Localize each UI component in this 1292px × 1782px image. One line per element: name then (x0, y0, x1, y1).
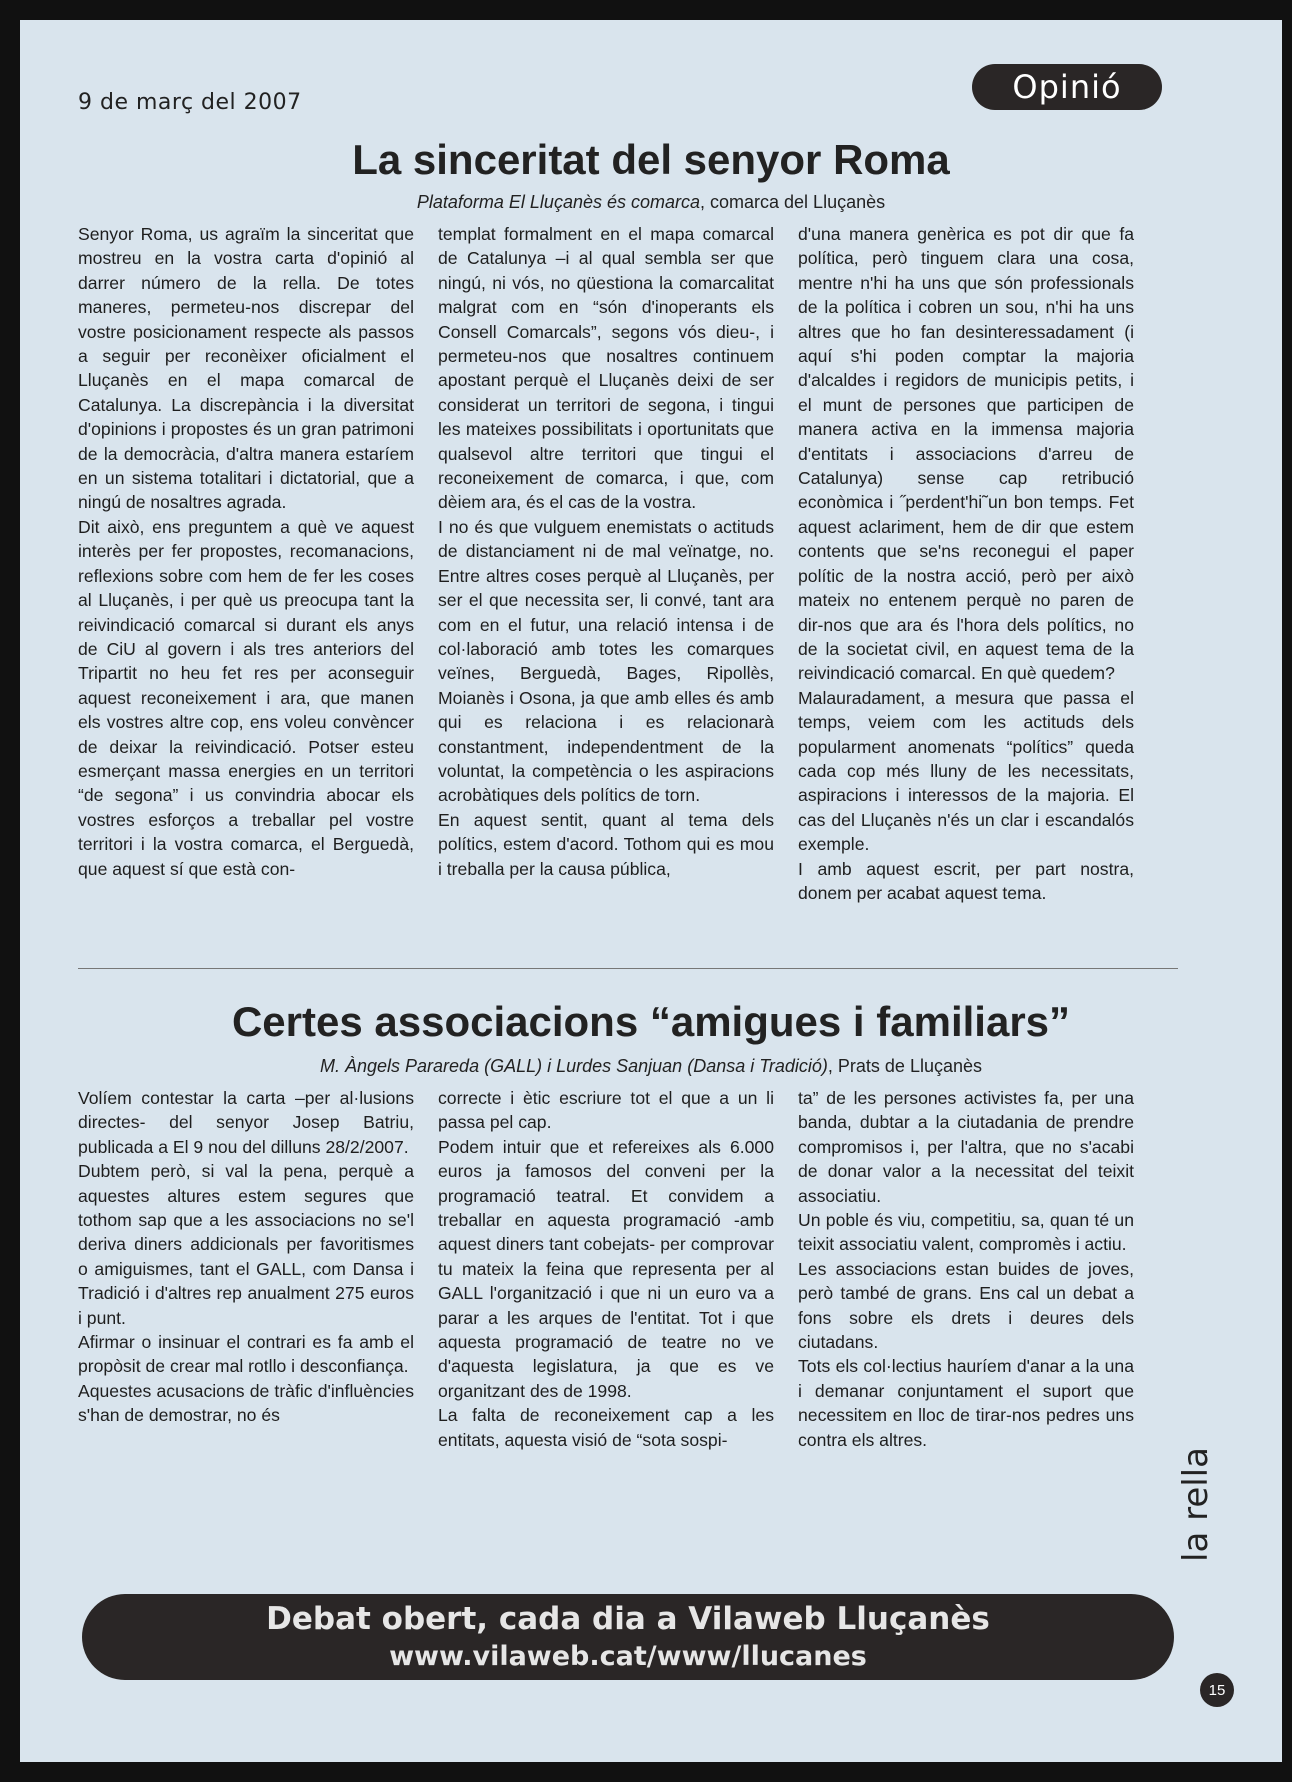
paragraph: I amb aquest escrit, per part nostra, donem per acabat aquest tema. (798, 858, 1134, 903)
paragraph: Tots els col·lectius hauríem d'anar a la una i demanar conjuntament el suport que necessitem en lloc de tirar-nos pedres uns contra els altres. (798, 1356, 1134, 1450)
paragraph: Les associacions estan buides de joves, però també de grans. Ens cal un debat a fons sobre els drets i deures dels ciutadans. (798, 1258, 1134, 1353)
paragraph: templat formalment en el mapa comarcal de Catalunya –i al qual sembla ser que ningú, ni vós, no qüestiona la comarcalitat malgrat com en “són d'inoperants els Consell Comarcals”, segons vós dieu-, i permeteu-nos que nosaltres continuem apostant perquè el Lluçanès deixi de ser considerat un territori de segona, i tingui les mateixes possibilitats i oportunitats que qualsevol altre territori que tingui el reconeixement de comarca, i que, com dèiem ara, és el cas de la vostra. (438, 224, 774, 513)
page-number: 15 (1200, 1673, 1234, 1707)
article1-author-location: , comarca del Lluçanès (700, 192, 886, 212)
newspaper-page (20, 20, 1282, 1762)
article1-author: Plataforma El Lluçanès és comarca (416, 192, 701, 212)
paragraph: Senyor Roma, us agraïm la sinceritat que mostreu en la vostra carta d'opinió al darrer número de la rella. De totes maneres, permeteu-nos discrepar del vostre posicionament respecte als passos a seguir per reconèixer oficialment el Lluçanès en el mapa comarcal de Catalunya. La discrepància i la diversitat d'opinions i propostes és un gran patrimoni de la democràcia, d'altra manera estaríem en un sistema totalitari i dictatorial, que a ningú de nosaltres agrada. (78, 224, 414, 513)
paragraph: I no és que vulguem enemistats o actituds de distanciament ni de mal veïnatge, no. Entre altres coses perquè al Lluçanès, per ser el que necessita ser, li convé, tant ara com en el futur, una relació intensa i de col·laboració amb totes les comarques veïnes, Berguedà, Bages, Ripollès, Moianès i Osona, ja que amb elles és amb qui es relaciona i es relacionarà constantment, independentment de la voluntat, la competència o les aspiracions acrobàtiques dels polítics de torn. (438, 516, 774, 806)
article1-column-3 (798, 222, 1134, 905)
article2-column-2 (438, 1086, 774, 1452)
paragraph: Un poble és viu, competitiu, sa, quan té un teixit associatiu valent, compromès i actiu. (798, 1210, 1134, 1255)
article2-author: M. Àngels Parareda (GALL) i Lurdes Sanjuan (Dansa i Tradició) (320, 1056, 828, 1076)
article2-column-3 (798, 1086, 1134, 1452)
paragraph: Volíem contestar la carta –per al·lusions directes- del senyor Josep Batriu, publicada a El 9 nou del dilluns 28/2/2007. (78, 1088, 414, 1157)
banner-headline: Debat obert, cada dia a Vilaweb Lluçanès (266, 1601, 990, 1637)
paragraph: La falta de reconeixement cap a les entitats, aquesta visió de “sota sospi- (438, 1405, 774, 1450)
article2-column-1 (78, 1086, 414, 1452)
paragraph: Podem intuir que et refereixes als 6.000 euros ja famosos del conveni per la programació teatral. Et convidem a treballar en aquesta programació -amb aquest diners tant cobejats- per comprovar tu mateix la feina que representa per al GALL l'organització i que ni un euro va a parar a les arques de l'entitat. Tot i que aquesta programació de teatre no ve d'aquesta legislatura, ja que es ve organitzant des de 1998. (438, 1136, 774, 1401)
paragraph: ta” de les persones activistes fa, per una banda, dubtar a la ciutadania de prendre compromisos i, per l'altra, que no s'acabi de donar valor a la necessitat del teixit associatiu. (798, 1088, 1134, 1206)
paragraph: En aquest sentit, quant al tema dels polítics, estem d'acord. Tothom qui es mou i treballa per la causa pública, (438, 809, 774, 879)
paragraph: Aquestes acusacions de tràfic d'influències s'han de demostrar, no és (78, 1380, 414, 1426)
paragraph: Afirmar o insinuar el contrari es fa amb el propòsit de crear mal rotllo i desconfiança. (78, 1332, 414, 1377)
article1-title: La sinceritat del senyor Roma (352, 136, 950, 183)
article2-author-location: , Prats de Lluçanès (827, 1056, 982, 1076)
article1-byline (20, 192, 1282, 213)
banner-url[interactable]: www.vilaweb.cat/www/llucanes (389, 1641, 867, 1672)
publication-name: la rella (1176, 1447, 1216, 1562)
paragraph: Dit això, ens preguntem a què ve aquest interès per fer propostes, recomanacions, reflexions sobre com hem de fer les coses al Lluçanès, i per què us preocupa tant la reivindicació comarcal si durant els anys de CiU al govern i als tres anteriors del Tripartit no heu fet res per aconseguir aquest reconeixement i ara, que manen els vostres altre cop, ens voleu convèncer de deixar la reivindicació. Potser esteu esmerçant massa energies en un territori “de segona” i us convindria abocar els vostres esforços a treballar pel vostre territori i la vostra comarca, el Berguedà, que aquest sí que està con- (78, 516, 414, 879)
article1-column-1 (78, 222, 414, 905)
article1-column-2 (438, 222, 774, 905)
vilaweb-banner (82, 1594, 1174, 1680)
paragraph: d'una manera genèrica es pot dir que fa política, però tinguem clara una cosa, mentre n'hi ha uns que són professionals de la política i cobren un sou, n'hi ha uns altres que ho fan desinteressadament (i aquí s'hi poden comptar la majoria d'alcaldes i regidors de municipis petits, i el munt de persones que participen de manera activa en la immensa majoria d'entitats i associacions d'arreu de Catalunya) sense cap retribució econòmica i ˝perdent'hi˜un bon temps. Fet aquest aclariment, hem de dir que estem contents que se'ns reconegui el paper polític de la nostra acció, però per això mateix no entenem perquè no paren de dir-nos que ara és l'hora dels polítics, no de la societat civil, en aquest tema de la reivindicació comarcal. En què quedem? (798, 224, 1134, 684)
paragraph: Malauradament, a mesura que passa el temps, veiem com les actituds dels popularment anomenats “polítics” queda cada cop més lluny de les necessitats, aspiracions i interessos de la majoria. El cas del Lluçanès n'és un clar i escandalós exemple. (798, 687, 1134, 855)
issue-date: 9 de març del 2007 (78, 90, 302, 115)
paragraph: Dubtem però, si val la pena, perquè a aquestes altures estem segures que tothom sap que a les associacions no se'l deriva diners addicionals per favoritismes o amiguismes, tant el GALL, com Dansa i Tradició i d'altres rep anualment 275 euros i punt. (78, 1161, 414, 1328)
section-badge: Opinió (972, 64, 1162, 110)
article2-body (78, 1086, 1178, 1452)
article1-body (78, 222, 1178, 905)
article2-byline (20, 1056, 1282, 1077)
article2-title: Certes associacions “amigues i familiars” (231, 998, 1071, 1045)
paragraph: correcte i ètic escriure tot el que a un li passa pel cap. (438, 1088, 774, 1133)
article-divider (78, 968, 1178, 969)
